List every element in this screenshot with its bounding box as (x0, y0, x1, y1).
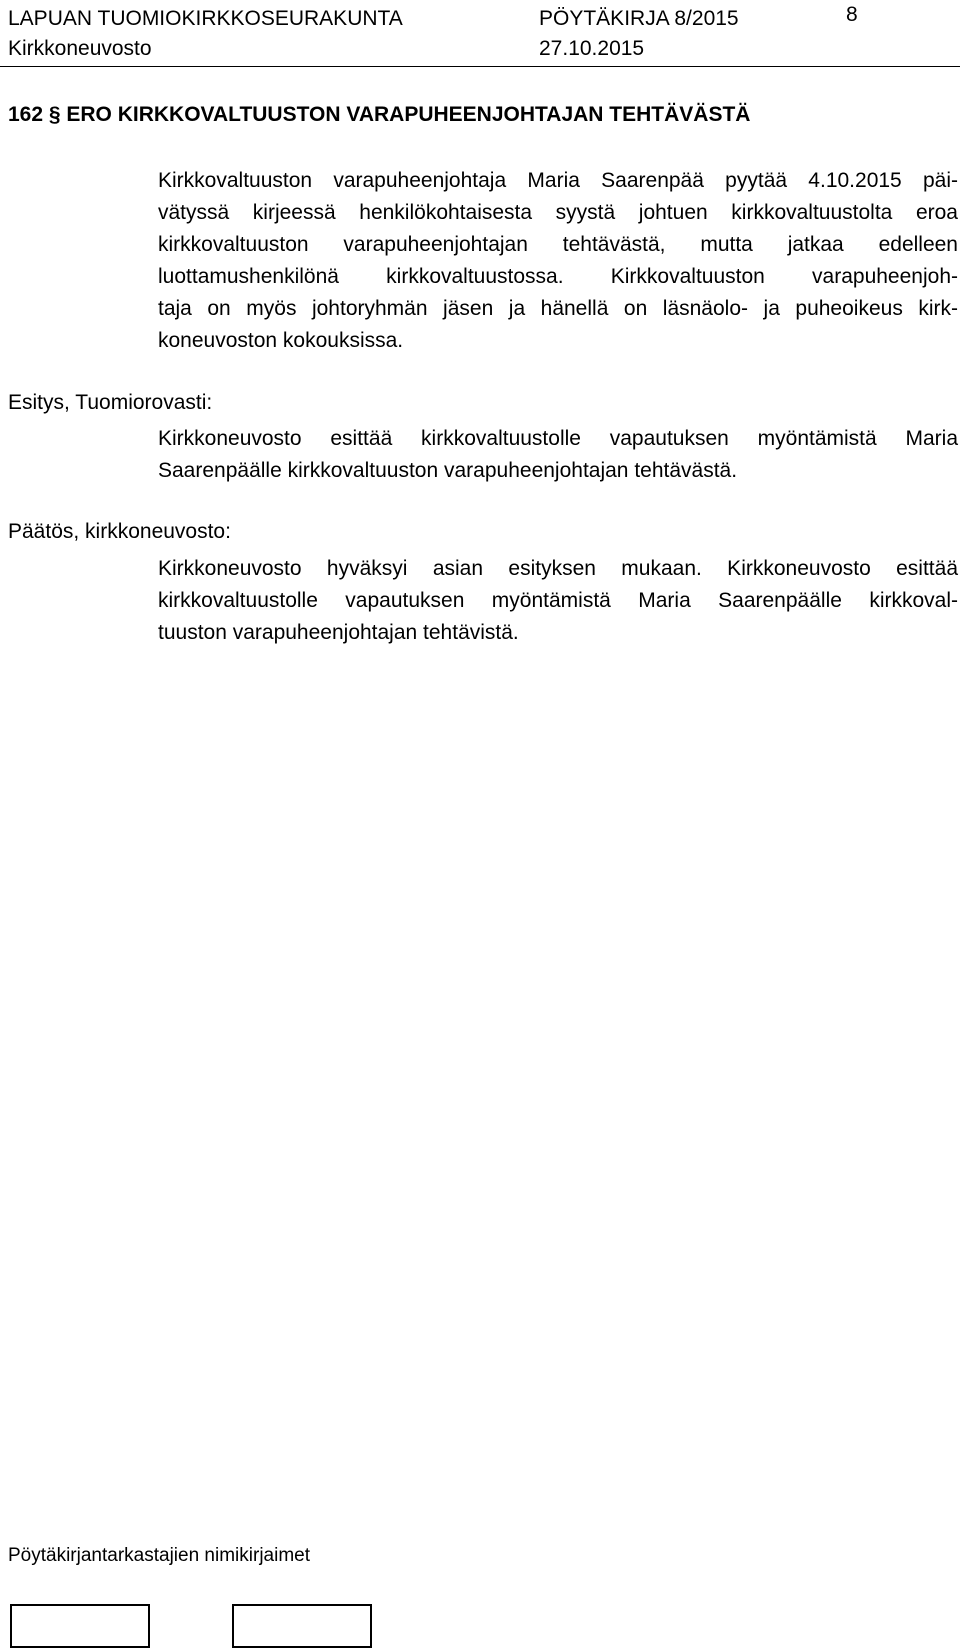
proposal-line: Kirkkoneuvosto esittää kirkkovaltuustolle vapautuksen myöntämistä Maria (158, 427, 958, 450)
organization-name: LAPUAN TUOMIOKIRKKOSEURAKUNTA (8, 7, 403, 30)
description-line: koneuvoston kokouksissa. (158, 329, 404, 352)
proposal-line: Saarenpäälle kirkkovaltuuston varapuheenjohtajan tehtävästä. (158, 459, 738, 482)
meeting-date: 27.10.2015 (539, 37, 645, 60)
initials-box (10, 1604, 150, 1648)
decision-paragraph (158, 553, 958, 649)
proposal-label: Esitys, Tuomiorovasti: (8, 391, 213, 414)
description-paragraph (158, 165, 958, 357)
description-line: luottamushenkilönä kirkkovaltuustossa. Kirkkovaltuuston varapuheenjoh- (158, 265, 958, 288)
decision-line: kirkkovaltuustolle vapautuksen myöntämistä Maria Saarenpäälle kirkkoval- (158, 589, 958, 612)
section-title: 162 § ERO KIRKKOVALTUUSTON VARAPUHEENJOHTAJAN TEHTÄVÄSTÄ (8, 103, 751, 126)
initials-label: Pöytäkirjantarkastajien nimikirjaimet (8, 1545, 310, 1566)
meeting-body: Kirkkoneuvosto (8, 37, 152, 60)
page-number: 8 (846, 3, 858, 26)
description-line: taja on myös johtoryhmän jäsen ja hänellä on läsnäolo- ja puheoikeus kirk- (158, 297, 958, 320)
decision-line: Kirkkoneuvosto hyväksyi asian esityksen mukaan. Kirkkoneuvosto esittää (158, 557, 958, 580)
initials-box (232, 1604, 372, 1648)
decision-label: Päätös, kirkkoneuvosto: (8, 520, 231, 543)
description-line: vätyssä kirjeessä henkilökohtaisesta syystä johtuen kirkkovaltuustolta eroa (158, 201, 958, 224)
decision-line: tuuston varapuheenjohtajan tehtävistä. (158, 621, 519, 644)
description-line: Kirkkovaltuuston varapuheenjohtaja Maria Saarenpää pyytää 4.10.2015 päi- (158, 169, 958, 192)
header-divider (0, 66, 960, 67)
description-line: kirkkovaltuuston varapuheenjohtajan tehtävästä, mutta jatkaa edelleen (158, 233, 958, 256)
proposal-paragraph (158, 423, 958, 487)
document-header (8, 0, 953, 66)
document-number: PÖYTÄKIRJA 8/2015 (539, 7, 739, 30)
